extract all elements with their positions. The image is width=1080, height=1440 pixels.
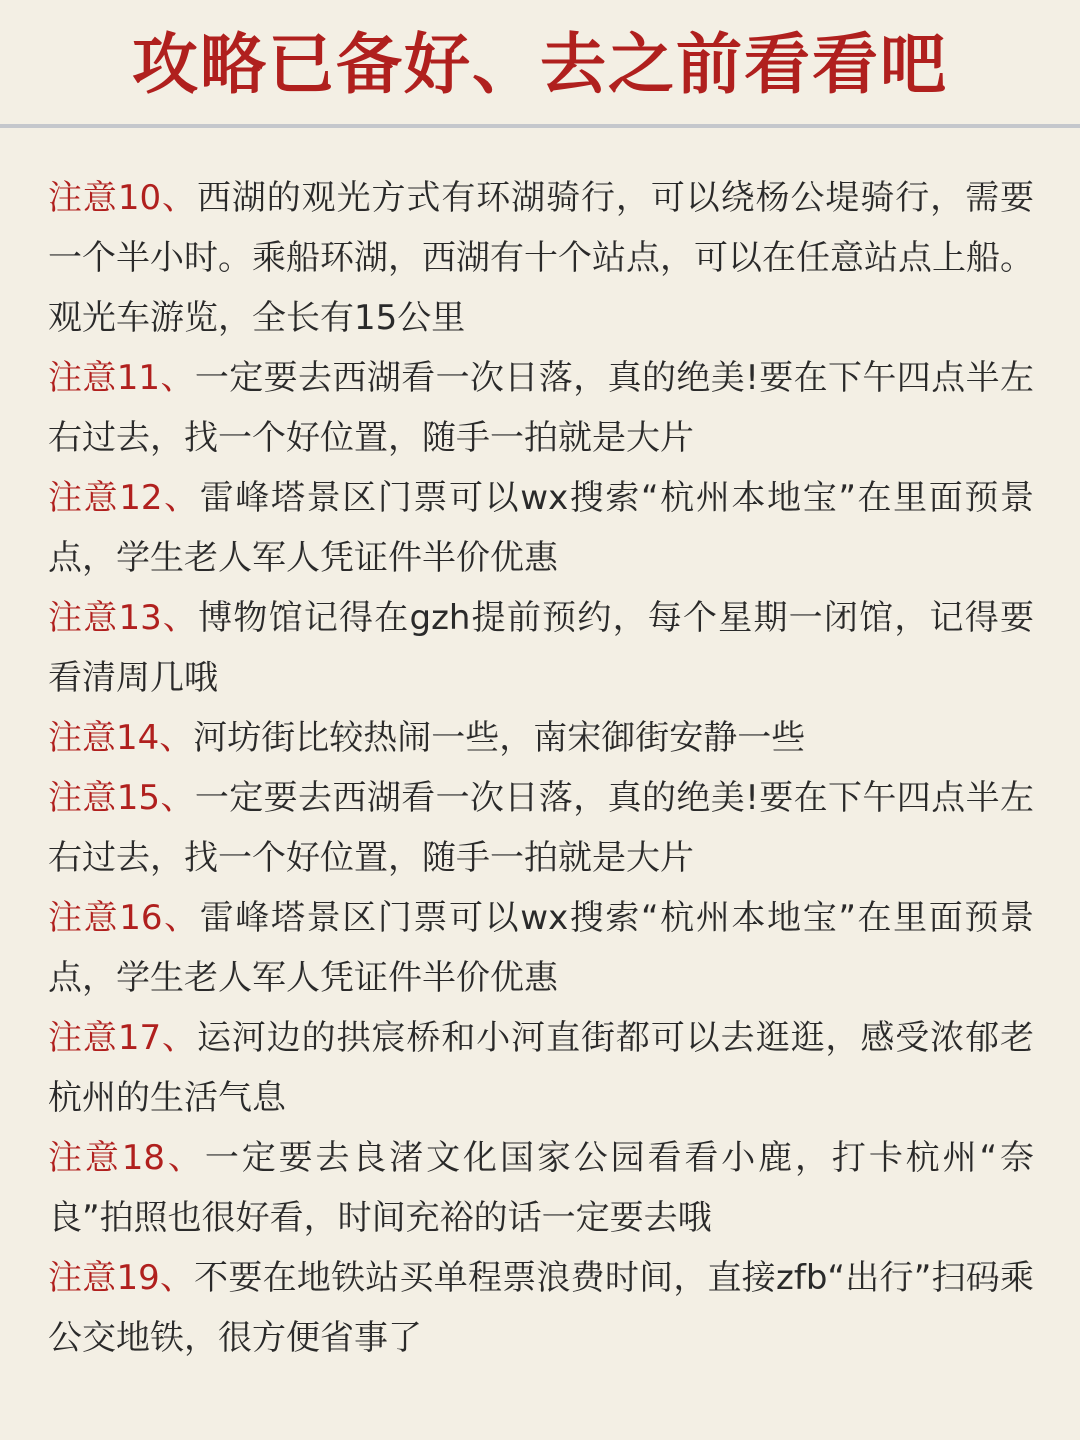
note-label: 注意18、 [48, 1138, 205, 1178]
note-text: 雷峰塔景区门票可以wx搜索“杭州本地宝”在里面预景点，学生老人军人凭证件半价优惠 [48, 898, 1035, 998]
note-item [48, 348, 1034, 468]
note-label: 注意19、 [48, 1258, 195, 1298]
note-label: 注意10、 [48, 178, 197, 218]
notes-list [0, 128, 1080, 1368]
page-title: 攻略已备好、去之前看看吧 [132, 26, 948, 103]
note-text: 运河边的拱宸桥和小河直街都可以去逛逛，感受浓郁老杭州的生活气息 [48, 1018, 1035, 1118]
note-item [48, 1008, 1034, 1128]
note-label: 注意14、 [48, 718, 194, 758]
note-item [48, 588, 1034, 708]
note-text: 河坊街比较热闹一些，南宋御街安静一些 [193, 718, 806, 758]
note-text: 一定要去西湖看一次日落，真的绝美!要在下午四点半左右过去，找一个好位置，随手一拍就是大片 [48, 778, 1034, 878]
note-text: 不要在地铁站买单程票浪费时间，直接zfb“出行”扫码乘公交地铁，很方便省事了 [48, 1258, 1034, 1358]
note-item [48, 1248, 1034, 1368]
note-label: 注意11、 [48, 358, 195, 398]
note-label: 注意15、 [48, 778, 195, 818]
note-label: 注意17、 [48, 1018, 197, 1058]
note-item [48, 1128, 1034, 1248]
note-text: 博物馆记得在gzh提前预约，每个星期一闭馆，记得要看清周几哦 [48, 598, 1034, 698]
note-label: 注意16、 [48, 898, 200, 938]
note-item [48, 468, 1034, 588]
note-text: 西湖的观光方式有环湖骑行，可以绕杨公堤骑行，需要一个半小时。乘船环湖，西湖有十个站点，可以在任意站点上船。观光车游览，全长有15公里 [48, 178, 1035, 338]
header [0, 0, 1080, 124]
note-label: 注意12、 [48, 478, 200, 518]
note-text: 一定要去西湖看一次日落，真的绝美!要在下午四点半左右过去，找一个好位置，随手一拍就是大片 [48, 358, 1034, 458]
note-item [48, 768, 1034, 888]
note-text: 一定要去良渚文化国家公园看看小鹿，打卡杭州“奈良”拍照也很好看，时间充裕的话一定要去哦 [48, 1138, 1034, 1238]
note-label: 注意13、 [48, 598, 199, 638]
note-text: 雷峰塔景区门票可以wx搜索“杭州本地宝”在里面预景点，学生老人军人凭证件半价优惠 [48, 478, 1035, 578]
note-item [48, 168, 1034, 348]
note-item [48, 708, 1034, 768]
note-item [48, 888, 1034, 1008]
